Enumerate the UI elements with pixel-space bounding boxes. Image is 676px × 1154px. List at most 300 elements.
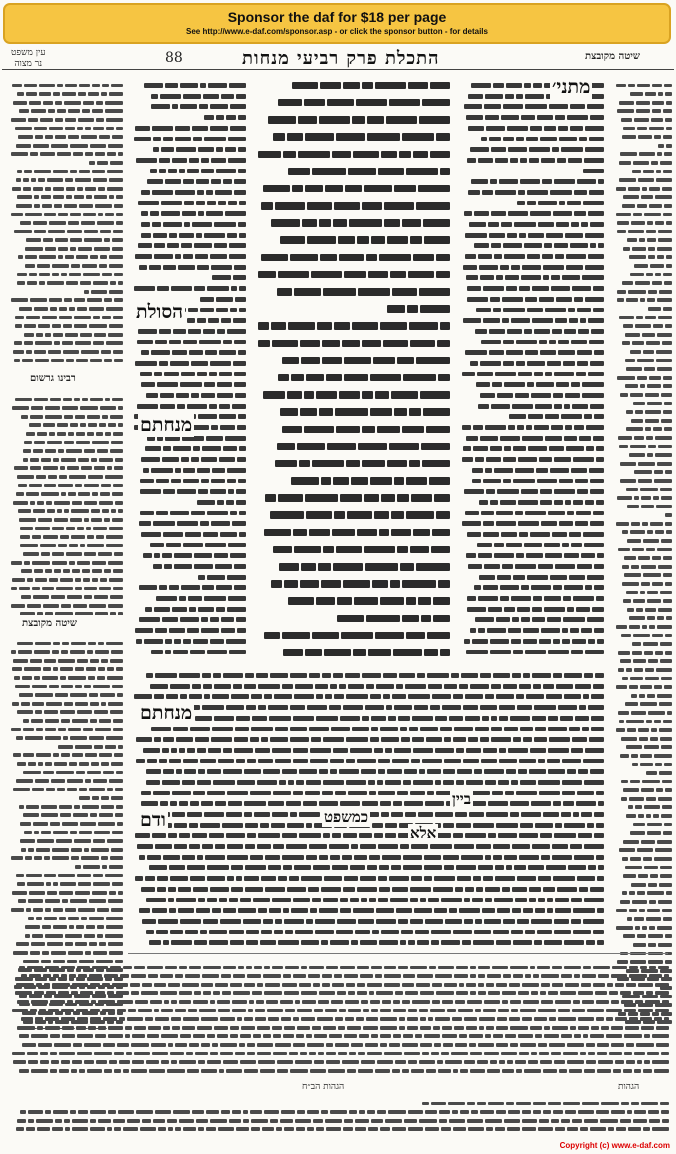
text-line <box>610 616 672 623</box>
text-line <box>128 686 604 695</box>
text-line <box>5 1060 669 1067</box>
text-line <box>610 556 672 563</box>
text-line <box>5 84 123 91</box>
text-line <box>128 118 246 127</box>
text-line <box>5 569 123 576</box>
text-line <box>610 668 672 675</box>
text-line <box>456 577 604 586</box>
catchword-kamishpat: כמשפט <box>324 808 369 826</box>
text-line <box>5 745 123 752</box>
text-line <box>252 522 450 535</box>
text-line <box>456 235 604 244</box>
text-line <box>610 771 672 778</box>
text-line <box>128 374 246 383</box>
text-line <box>456 257 604 266</box>
text-line <box>610 891 672 898</box>
text-line <box>610 866 672 873</box>
text-line <box>456 321 604 330</box>
text-line <box>128 203 246 212</box>
text-line <box>610 573 672 580</box>
text-line <box>610 565 672 572</box>
text-line <box>456 567 604 576</box>
text-line <box>610 943 672 950</box>
text-line <box>128 364 246 373</box>
text-line <box>5 676 123 683</box>
text-line <box>610 917 672 924</box>
text-line <box>5 552 123 559</box>
shita-header-label: שיטה מקובצת <box>585 51 640 62</box>
catchword-menachem-1: מנחתם <box>140 414 193 436</box>
text-line <box>128 545 246 554</box>
text-line <box>252 281 450 294</box>
text-line <box>5 466 123 473</box>
text-line <box>456 332 604 341</box>
text-line <box>128 577 246 586</box>
text-line <box>128 911 604 920</box>
text-line <box>5 350 123 357</box>
text-line <box>128 235 246 244</box>
text-line <box>610 238 672 245</box>
text-line <box>610 127 672 134</box>
text-line <box>252 333 450 346</box>
text-line <box>5 865 123 872</box>
text-line <box>456 620 604 629</box>
text-line <box>252 316 450 329</box>
text-line <box>5 449 123 456</box>
text-line <box>128 879 604 888</box>
text-line <box>128 438 246 447</box>
text-line <box>5 1017 669 1024</box>
text-line <box>5 92 123 99</box>
text-line <box>5 753 123 760</box>
text-line <box>252 264 450 277</box>
text-line <box>5 1052 669 1059</box>
chapter-title: התכלת פרק רביעי מנחות <box>242 48 440 69</box>
text-line <box>610 840 672 847</box>
text-line <box>128 449 246 458</box>
text-line <box>610 651 672 658</box>
text-line <box>5 974 669 981</box>
text-line <box>5 561 123 568</box>
text-line <box>252 195 450 208</box>
text-line <box>5 75 123 82</box>
text-line <box>456 171 604 180</box>
text-line <box>5 762 123 769</box>
text-line <box>610 453 672 460</box>
text-line <box>128 609 246 618</box>
text-line <box>610 522 672 529</box>
text-line <box>252 75 450 88</box>
text-line <box>456 417 604 426</box>
text-line <box>5 204 123 211</box>
text-line <box>5 813 123 820</box>
text-line <box>5 983 669 990</box>
text-line <box>5 587 123 594</box>
text-line <box>128 524 246 533</box>
text-line <box>252 230 450 243</box>
text-line <box>5 441 123 448</box>
text-line <box>456 449 604 458</box>
text-line <box>128 257 246 266</box>
text-line <box>252 127 450 140</box>
text-line <box>5 659 123 666</box>
text-line <box>5 247 123 254</box>
text-line <box>610 419 672 426</box>
text-line <box>128 772 604 781</box>
text-line <box>456 246 604 255</box>
text-line <box>610 333 672 340</box>
ein-mishpat-column <box>5 75 123 367</box>
text-line <box>610 410 672 417</box>
text-line <box>610 634 672 641</box>
text-line <box>610 195 672 202</box>
text-line <box>610 247 672 254</box>
text-line <box>5 1119 669 1126</box>
text-line <box>5 779 123 786</box>
text-line <box>5 484 123 491</box>
text-line <box>5 535 123 542</box>
text-line <box>610 273 672 280</box>
text-line <box>128 246 246 255</box>
text-line <box>5 273 123 280</box>
text-line <box>456 289 604 298</box>
text-line <box>610 75 672 82</box>
text-line <box>610 582 672 589</box>
hagahot-habach-notes <box>5 1093 669 1133</box>
text-line <box>610 780 672 787</box>
text-line <box>610 359 672 366</box>
text-line <box>128 150 246 159</box>
text-line <box>128 665 604 674</box>
text-line <box>610 427 672 434</box>
text-line <box>252 247 450 260</box>
text-line <box>610 118 672 125</box>
text-line <box>128 481 246 490</box>
text-line <box>456 556 604 565</box>
text-line <box>610 702 672 709</box>
text-line <box>5 899 123 906</box>
text-line <box>456 278 604 287</box>
text-line <box>610 625 672 632</box>
text-line <box>610 324 672 331</box>
text-line <box>128 278 246 287</box>
text-line <box>5 144 123 151</box>
text-line <box>128 171 246 180</box>
text-line <box>252 436 450 449</box>
ein-mishpat-header <box>11 48 45 70</box>
text-line <box>128 503 246 512</box>
text-line <box>456 353 604 362</box>
text-line <box>5 710 123 717</box>
text-line <box>610 470 672 477</box>
text-line <box>610 290 672 297</box>
text-line <box>610 539 672 546</box>
text-line <box>610 857 672 864</box>
text-line <box>610 659 672 666</box>
text-line <box>5 213 123 220</box>
text-line <box>128 761 604 770</box>
text-line <box>5 298 123 305</box>
text-line <box>456 118 604 127</box>
text-line <box>456 364 604 373</box>
text-line <box>456 641 604 650</box>
text-line <box>456 460 604 469</box>
text-line <box>5 475 123 482</box>
text-line <box>5 432 123 439</box>
text-line <box>128 847 604 856</box>
catchword-bayin: ביין <box>452 790 471 808</box>
text-line <box>128 708 604 717</box>
text-line <box>252 419 450 432</box>
text-line <box>610 367 672 374</box>
text-line <box>128 900 604 909</box>
catchword-matni: מתני׳ <box>552 76 591 98</box>
text-line <box>5 221 123 228</box>
text-line <box>610 745 672 752</box>
text-line <box>5 509 123 516</box>
text-line <box>610 934 672 941</box>
text-line <box>5 595 123 602</box>
text-line <box>5 966 669 973</box>
text-line <box>128 857 604 866</box>
text-line <box>5 831 123 838</box>
text-line <box>610 178 672 185</box>
text-line <box>610 814 672 821</box>
text-line <box>456 438 604 447</box>
text-line <box>5 891 123 898</box>
text-line <box>610 530 672 537</box>
text-line <box>456 492 604 501</box>
text-line <box>5 728 123 735</box>
text-line <box>252 109 450 122</box>
shita-mekubetzet-left-label: שיטה מקובצת <box>22 618 77 629</box>
text-line <box>5 578 123 585</box>
copyright-notice[interactable]: Copyright (c) www.e-daf.com <box>559 1141 670 1150</box>
text-line <box>610 711 672 718</box>
text-line <box>456 481 604 490</box>
text-line <box>5 527 123 534</box>
rabbeinu-gershom-label: רבינו גרשום <box>30 373 76 384</box>
text-line <box>456 203 604 212</box>
gemara-text <box>252 75 450 665</box>
text-line <box>610 436 672 443</box>
text-line <box>128 353 246 362</box>
text-line <box>128 182 246 191</box>
sponsor-subtitle[interactable]: See http://www.e-daf.com/sponsor.asp - or click the sponsor button - for details <box>186 27 488 36</box>
text-line <box>128 342 246 351</box>
text-line <box>5 135 123 142</box>
text-line <box>128 729 604 738</box>
text-line <box>5 307 123 314</box>
text-line <box>5 1110 669 1117</box>
text-line <box>5 333 123 340</box>
text-line <box>5 991 669 998</box>
text-line <box>128 75 246 84</box>
text-line <box>5 650 123 657</box>
sponsor-banner[interactable] <box>3 3 671 44</box>
text-line <box>610 170 672 177</box>
text-line <box>5 957 669 964</box>
text-line <box>128 385 246 394</box>
text-line <box>610 255 672 262</box>
page-number: 88 <box>165 50 183 66</box>
text-line <box>456 374 604 383</box>
text-line <box>610 788 672 795</box>
text-line <box>5 406 123 413</box>
text-line <box>5 822 123 829</box>
text-line <box>5 633 123 640</box>
text-line <box>5 161 123 168</box>
catchword-vedam: ודם <box>140 809 166 831</box>
text-line <box>5 187 123 194</box>
text-line <box>610 101 672 108</box>
text-line <box>252 488 450 501</box>
bottom-notes <box>5 957 669 1077</box>
text-line <box>128 513 246 522</box>
text-line <box>456 545 604 554</box>
text-line <box>128 868 604 877</box>
ner-mitzvah-label: נר מצוה <box>14 59 43 69</box>
text-line <box>5 518 123 525</box>
text-line <box>456 503 604 512</box>
text-line <box>5 1093 669 1100</box>
text-line <box>128 620 246 629</box>
text-line <box>128 396 246 405</box>
text-line <box>128 332 246 341</box>
text-line <box>128 599 246 608</box>
text-line <box>456 631 604 640</box>
text-line <box>456 599 604 608</box>
text-line <box>5 917 123 924</box>
text-line <box>610 797 672 804</box>
text-line <box>5 1009 669 1016</box>
text-line <box>456 225 604 234</box>
text-line <box>128 751 604 760</box>
text-line <box>252 625 450 638</box>
text-line <box>610 900 672 907</box>
text-line <box>5 719 123 726</box>
text-line <box>5 255 123 262</box>
text-line <box>5 178 123 185</box>
text-line <box>252 470 450 483</box>
hagahot-label: הגהות <box>618 1082 640 1092</box>
text-line <box>5 1043 669 1050</box>
text-line <box>456 182 604 191</box>
text-line <box>5 398 123 405</box>
text-line <box>252 591 450 604</box>
text-line <box>5 492 123 499</box>
text-line <box>610 264 672 271</box>
text-line <box>5 118 123 125</box>
text-line <box>128 718 604 727</box>
text-line <box>252 402 450 415</box>
text-line <box>5 127 123 134</box>
text-line <box>128 193 246 202</box>
text-line <box>252 350 450 363</box>
text-line <box>456 513 604 522</box>
text-line <box>252 92 450 105</box>
text-line <box>5 544 123 551</box>
text-line <box>610 642 672 649</box>
text-line <box>5 934 123 941</box>
text-line <box>128 783 604 792</box>
text-line <box>456 150 604 159</box>
text-line <box>5 642 123 649</box>
text-line <box>610 109 672 116</box>
text-line <box>5 316 123 323</box>
text-line <box>5 942 123 949</box>
text-line <box>5 238 123 245</box>
text-line <box>5 925 123 932</box>
text-line <box>128 676 604 685</box>
text-line <box>456 342 604 351</box>
text-line <box>610 513 672 520</box>
text-line <box>610 883 672 890</box>
text-line <box>610 350 672 357</box>
text-line <box>5 290 123 297</box>
text-line <box>128 470 246 479</box>
text-line <box>5 702 123 709</box>
text-line <box>456 139 604 148</box>
text-line <box>456 128 604 137</box>
text-line <box>456 385 604 394</box>
text-line <box>252 178 450 191</box>
text-line <box>128 128 246 137</box>
text-line <box>5 501 123 508</box>
text-line <box>5 1102 669 1109</box>
text-line <box>610 728 672 735</box>
text-line <box>610 402 672 409</box>
text-line <box>5 389 123 396</box>
text-line <box>5 423 123 430</box>
text-line <box>128 697 604 706</box>
text-line <box>610 591 672 598</box>
text-line <box>252 144 450 157</box>
text-line <box>610 831 672 838</box>
text-line <box>610 144 672 151</box>
text-line <box>128 793 604 802</box>
notes-divider <box>128 953 668 954</box>
catchword-hasolet: הסולת <box>136 301 184 323</box>
text-line <box>5 1000 669 1007</box>
text-line <box>456 428 604 437</box>
text-line <box>5 264 123 271</box>
text-line <box>5 109 123 116</box>
text-line <box>456 396 604 405</box>
text-line <box>5 685 123 692</box>
text-line <box>5 805 123 812</box>
text-line <box>128 460 246 469</box>
text-line <box>456 299 604 308</box>
shita-mekubetzet-right-column <box>610 75 672 1029</box>
text-line <box>5 1026 669 1033</box>
text-line <box>252 505 450 518</box>
text-line <box>456 310 604 319</box>
text-line <box>456 107 604 116</box>
header-rule <box>2 69 674 70</box>
text-line <box>252 213 450 226</box>
text-line <box>610 737 672 744</box>
text-line <box>5 324 123 331</box>
catchword-ela: אלא <box>410 824 437 842</box>
text-line <box>128 836 604 845</box>
text-line <box>610 307 672 314</box>
text-line <box>5 882 123 889</box>
text-line <box>5 195 123 202</box>
text-line <box>610 384 672 391</box>
talmud-page <box>2 47 674 1139</box>
rashi-column <box>456 75 604 655</box>
